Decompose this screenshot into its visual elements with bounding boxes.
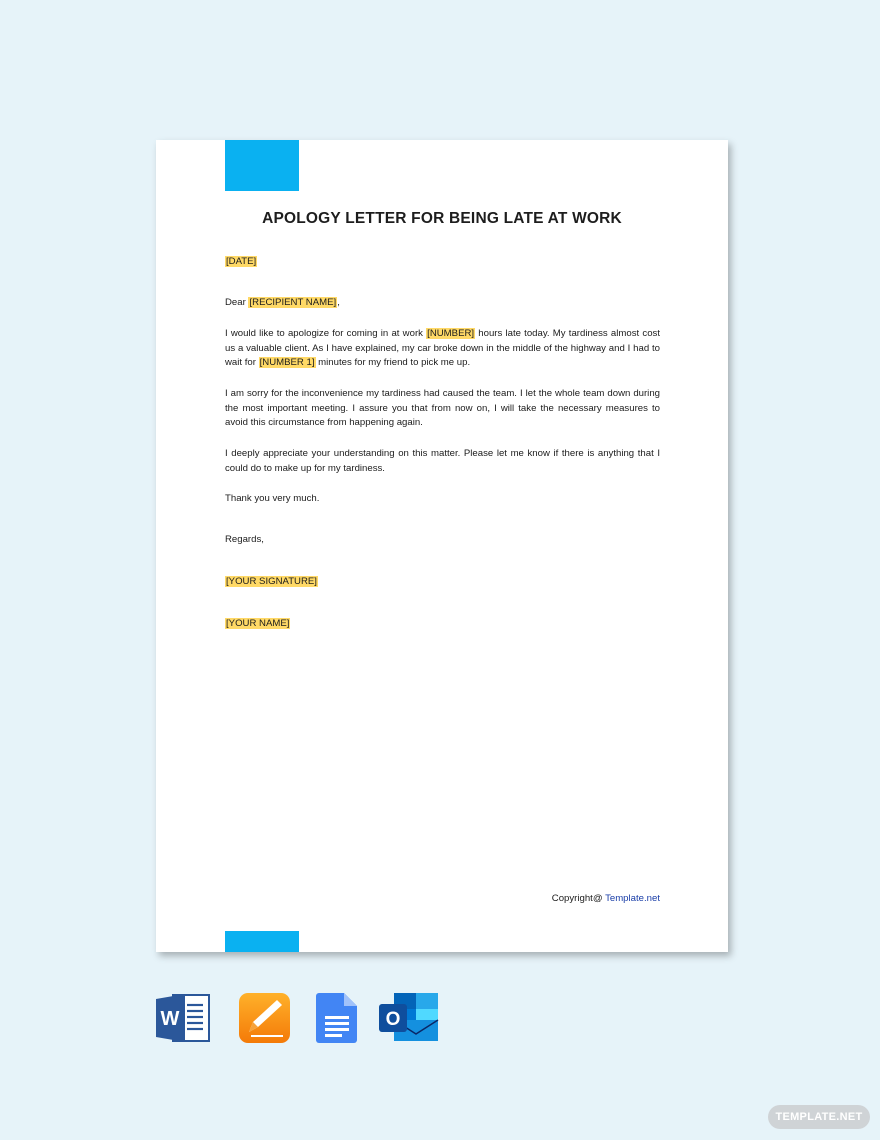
date-placeholder: [DATE] bbox=[226, 256, 257, 267]
salutation-text: Dear bbox=[225, 297, 249, 308]
bottom-accent-bar bbox=[225, 931, 299, 952]
thanks-line: Thank you very much. bbox=[225, 493, 320, 504]
copyright-notice bbox=[552, 893, 660, 904]
date-line bbox=[225, 255, 660, 270]
p1-text-b: hours late today. My tardiness almost cost us a valuable client. As I have explained, my car broke down in the middle of the highway and I had to wait for bbox=[225, 328, 660, 369]
number-placeholder: [NUMBER] bbox=[427, 328, 475, 339]
template-net-badge[interactable]: TEMPLATE.NET bbox=[768, 1105, 870, 1129]
outlook-letter: O bbox=[385, 1009, 401, 1030]
paragraph-2: I am sorry for the inconvenience my tardiness had caused the team. I let the whole team down during the most important meeting. I assure you that from now on, I will take the necessary measures to avoid this circumstance from happening again. bbox=[225, 388, 660, 429]
word-letter: W bbox=[160, 1008, 180, 1030]
microsoft-word-icon[interactable] bbox=[155, 992, 211, 1044]
letter-page bbox=[156, 140, 728, 952]
signature-placeholder: [YOUR SIGNATURE] bbox=[226, 576, 317, 587]
copyright-link[interactable]: Template.net bbox=[605, 893, 660, 904]
copyright-label: Copyright@ bbox=[551, 893, 606, 904]
salutation-end: , bbox=[337, 297, 340, 308]
p1-text-a: I would like to apologize for coming in at work bbox=[225, 328, 427, 339]
apple-pages-icon[interactable] bbox=[237, 992, 293, 1044]
p1-text-c: minutes for my friend to pick me up. bbox=[315, 357, 471, 369]
microsoft-outlook-icon[interactable] bbox=[378, 992, 434, 1044]
paragraph-3: I deeply appreciate your understanding on this matter. Please let me know if there is anything that I could do to make up for my tardiness. bbox=[225, 448, 660, 474]
letter-title: APOLOGY LETTER FOR BEING LATE AT WORK bbox=[262, 210, 622, 227]
google-docs-icon[interactable] bbox=[314, 992, 370, 1044]
signature-line bbox=[225, 575, 660, 590]
name-line bbox=[225, 617, 660, 632]
top-accent-bar bbox=[225, 140, 299, 191]
salutation bbox=[225, 296, 660, 311]
name-placeholder: [YOUR NAME] bbox=[226, 618, 290, 629]
closing-line: Regards, bbox=[225, 534, 264, 545]
number1-placeholder: [NUMBER 1] bbox=[259, 357, 315, 369]
recipient-placeholder: [RECIPIENT NAME] bbox=[249, 297, 337, 308]
paragraph-1 bbox=[225, 327, 660, 371]
